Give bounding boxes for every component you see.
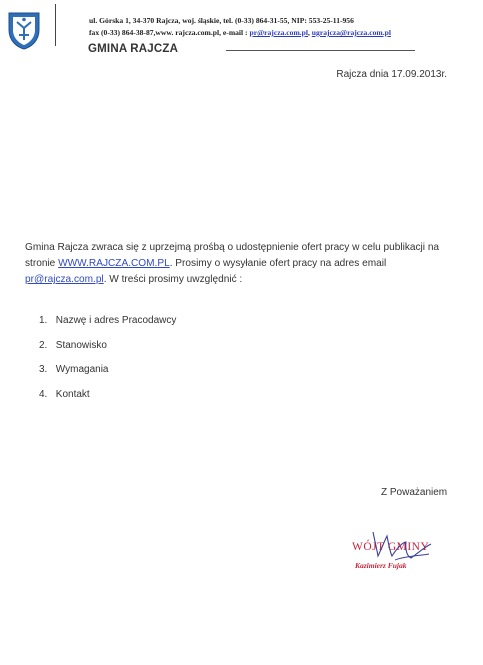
list-item-text: Nazwę i adres Pracodawcy xyxy=(55,315,177,326)
requirements-list xyxy=(39,315,176,413)
organization-name: GMINA RAJCZA xyxy=(88,43,179,55)
email-separator: , xyxy=(308,28,312,37)
list-item xyxy=(39,315,176,340)
body-text-part-3: . W treści prosimy uwzględnić : xyxy=(103,274,243,285)
list-item xyxy=(39,389,176,414)
address-line-1: ul. Górska 1, 34-370 Rajcza, woj. śląskie, tel. (0-33) 864-31-55, NIP: 553-25-11-956 xyxy=(89,16,354,25)
signature-stamp xyxy=(345,526,465,578)
list-item-number: 2. xyxy=(39,339,48,351)
header-rule xyxy=(226,50,415,51)
letter-body xyxy=(25,240,465,288)
closing-text: Z Poważaniem xyxy=(381,487,448,498)
list-item xyxy=(39,340,176,365)
list-item xyxy=(39,364,176,389)
handwritten-signature xyxy=(345,526,465,578)
letter-date: Rajcza dnia 17.09.2013r. xyxy=(336,69,447,80)
list-item-text: Kontakt xyxy=(55,388,90,400)
email-link[interactable]: pr@rajcza.com.pl xyxy=(25,274,104,285)
website-link[interactable]: WWW.RAJCZA.COM.PL xyxy=(58,258,170,269)
body-text-part-2: . Prosimy o wysyłanie ofert pracy na adres email xyxy=(169,258,387,269)
list-item-text: Wymagania xyxy=(55,364,109,375)
list-item-number: 4. xyxy=(39,388,48,400)
fax-website-text: fax (0-33) 864-38-87,www. rajcza.com.pl, e-mail : xyxy=(89,28,250,37)
stamp-name: Kazimierz Fujak xyxy=(355,561,407,570)
header-divider xyxy=(55,4,56,46)
email-link-ug[interactable]: ugrajcza@rajcza.com.pl xyxy=(311,28,391,37)
body-text-part-1: Gmina Rajcza zwraca się z uprzejmą prośbą o udostępnienie ofert pracy w celu publikacji na stronie xyxy=(25,242,440,269)
list-item-text: Stanowisko xyxy=(55,339,107,351)
coat-of-arms-icon xyxy=(7,10,41,50)
email-link-pr[interactable]: pr@rajcza.com.pl xyxy=(249,28,308,37)
list-item-number: 3. xyxy=(39,364,48,375)
list-item-number: 1. xyxy=(39,315,48,326)
address-line-2 xyxy=(89,28,391,37)
stamp-title: WÓJT GMINY xyxy=(352,541,430,553)
